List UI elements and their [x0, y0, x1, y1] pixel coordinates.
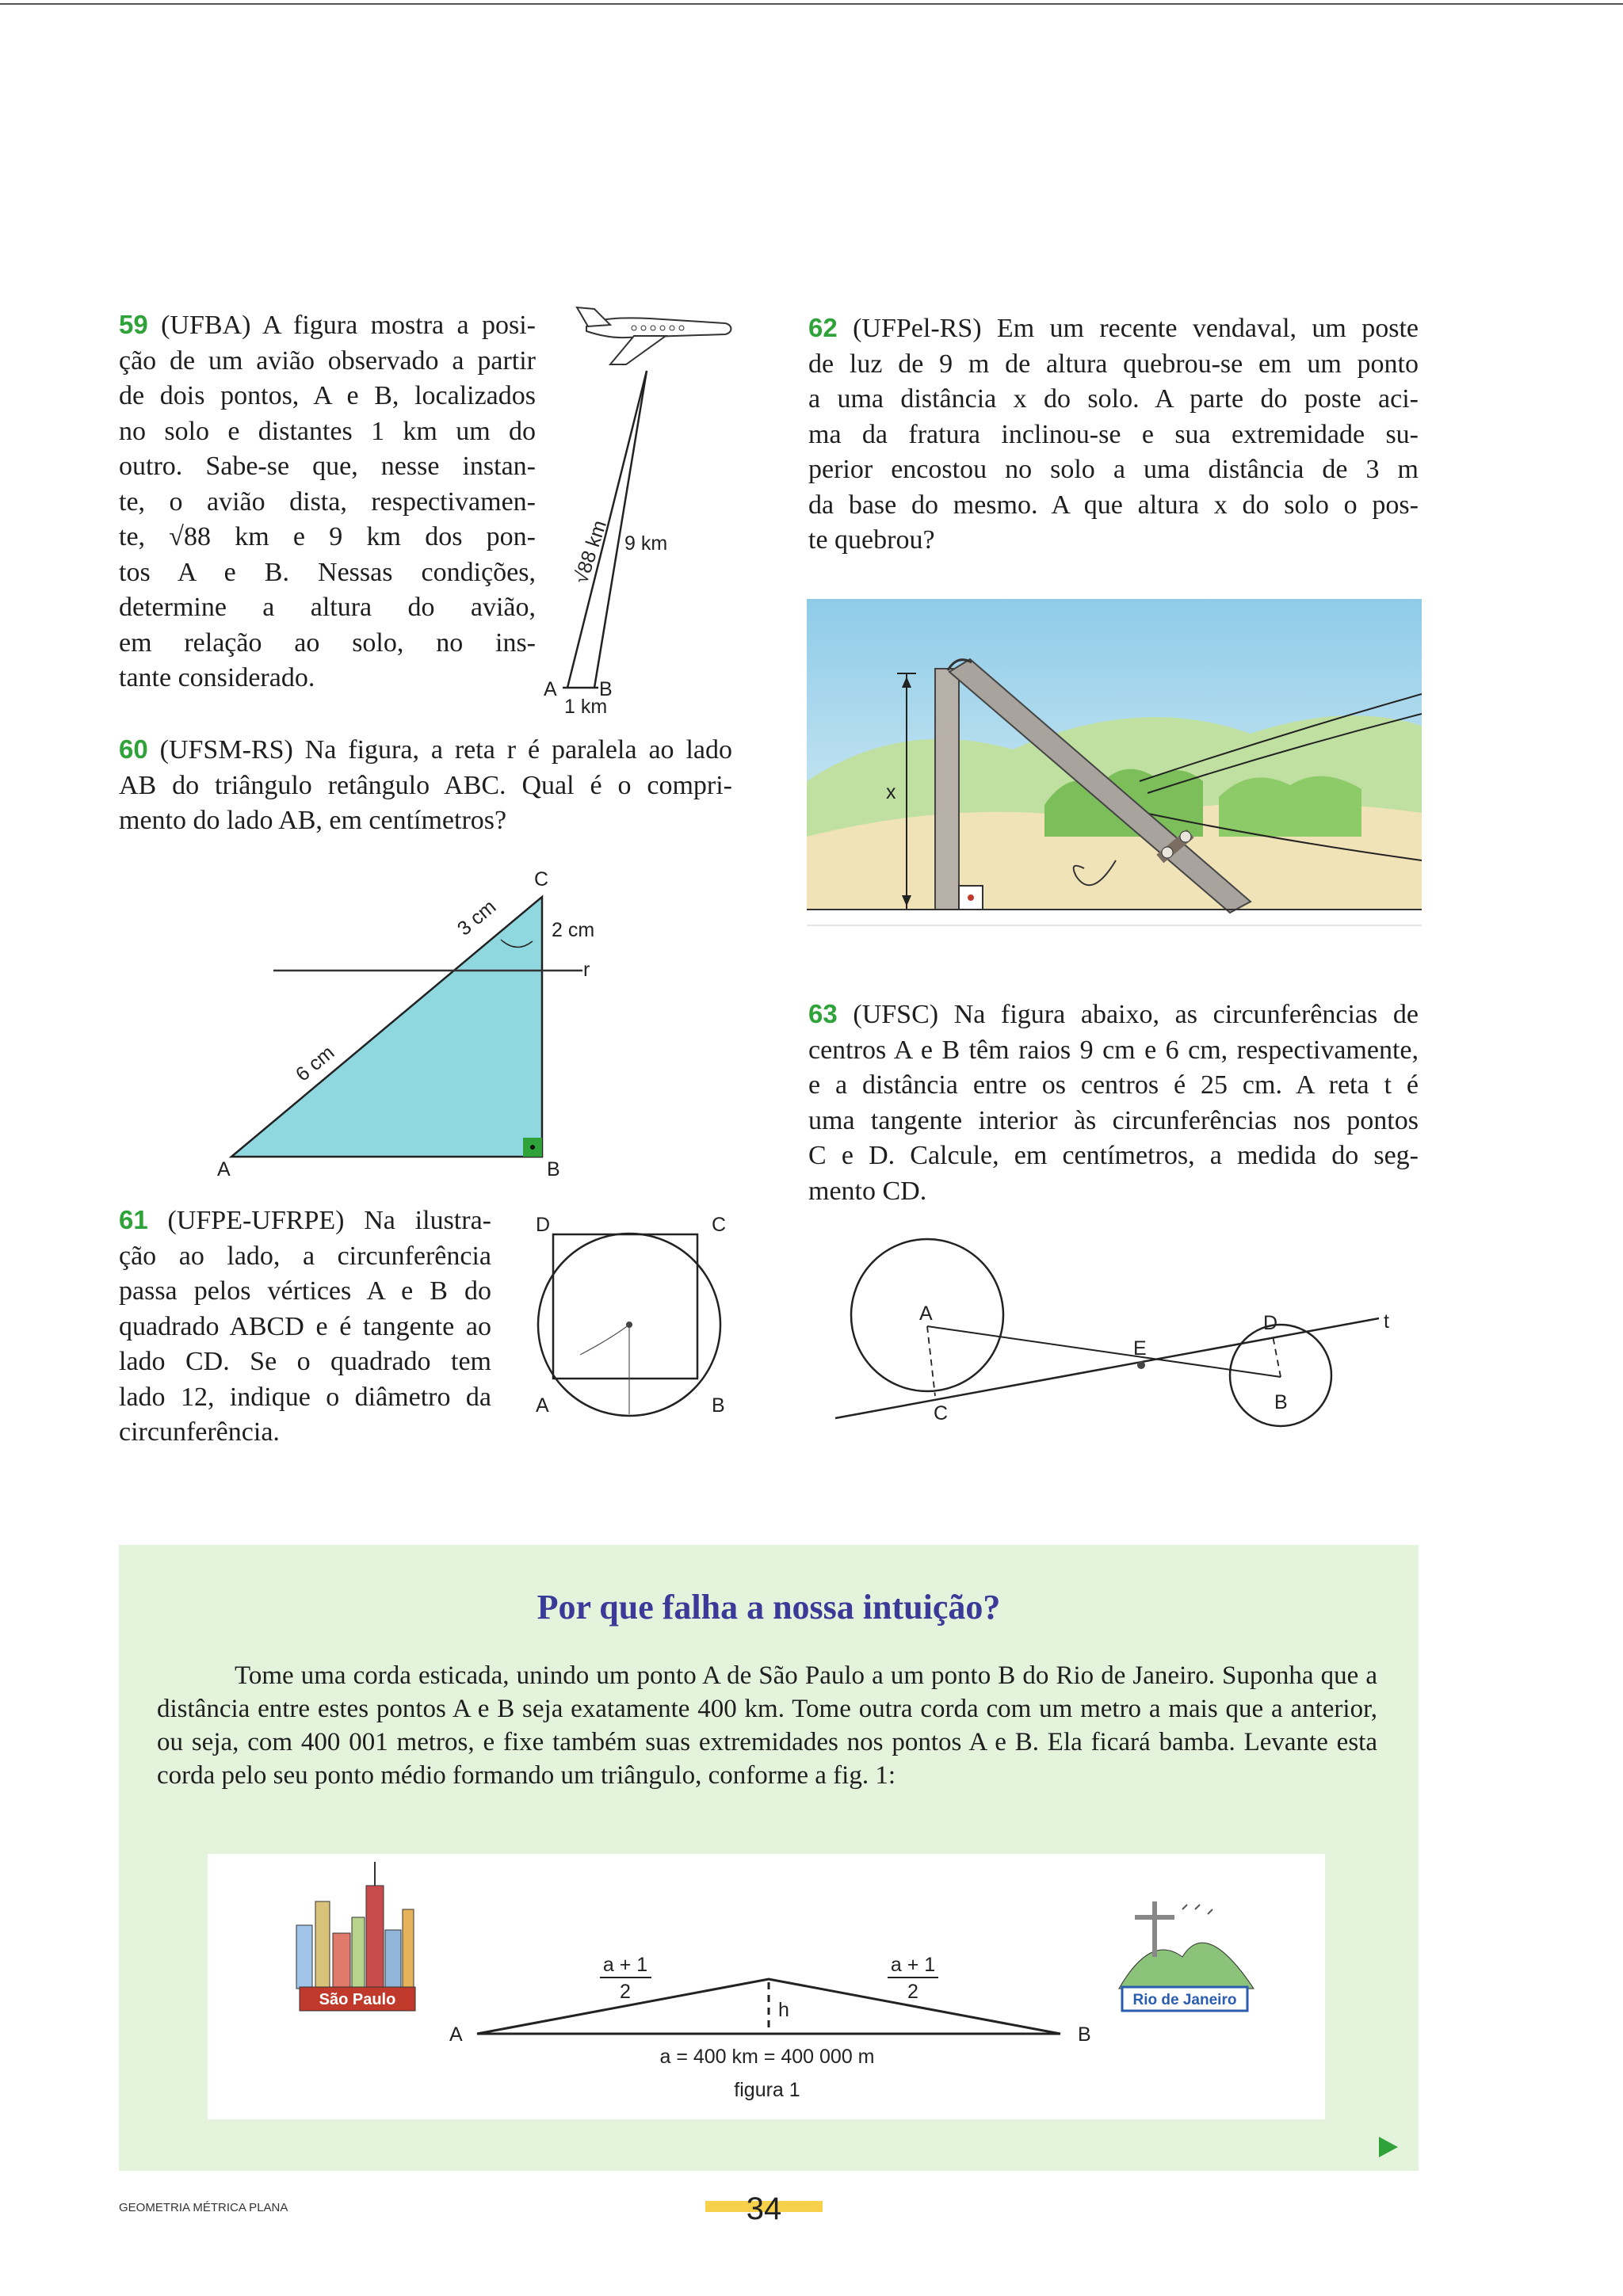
height-h-label: h	[778, 1999, 789, 2021]
problem-line: C e D. Calcule, em centímetros, a medida do seg-	[808, 1141, 1419, 1170]
problem-line: lado 12, indique o diâmetro da	[119, 1382, 491, 1412]
problem-line: ção ao lado, a circunferência	[119, 1241, 491, 1271]
problem-line: em relação ao solo, no ins-	[119, 627, 536, 658]
problem-line: a uma distância x do solo. A parte do poste aci-	[808, 384, 1419, 414]
problem-line: 61 (UFPE-UFRPE) Na ilustra-	[119, 1205, 491, 1235]
problem-number: 61	[119, 1205, 148, 1234]
vertex-d-label: D	[536, 1214, 551, 1236]
hyp-6cm-label: 6 cm	[291, 1041, 339, 1086]
problem-line: circunferência.	[119, 1417, 280, 1447]
top-rule	[0, 3, 1623, 5]
box-title: Por que falha a nossa intuição?	[537, 1588, 1001, 1627]
line-r-label: r	[583, 959, 590, 981]
problem-line: mento do lado AB, em centímetros?	[119, 806, 507, 835]
problem-line: ma da fratura inclinou-se e sua extremidade su-	[808, 419, 1419, 449]
problem-line: te quebrou?	[808, 525, 935, 555]
problem-line: no solo e distantes 1 km um do	[119, 416, 536, 446]
sao-paulo-label: São Paulo	[319, 1991, 396, 2008]
problem-line: te, √88 km e 9 km dos pon-	[119, 522, 536, 551]
point-a-label: A	[449, 2023, 463, 2046]
hyp-3cm-label: 3 cm	[453, 895, 501, 940]
figure-caption: figura 1	[734, 2079, 800, 2101]
problem-line: tos A e B. Nessas condições,	[119, 557, 536, 587]
figure-62-broken-pole-illustration	[807, 599, 1422, 941]
vertex-a-label: A	[536, 1394, 549, 1417]
problem-line: quadrado ABCD e é tangente ao	[119, 1311, 491, 1341]
right-fraction-den: 2	[907, 1981, 918, 2003]
figure-61-square-circle	[523, 1204, 745, 1442]
vertex-c-label: C	[712, 1214, 727, 1236]
problem-line: tante considerado.	[119, 663, 315, 692]
airplane-icon	[577, 307, 731, 364]
base-label: a = 400 km = 400 000 m	[659, 2046, 875, 2068]
point-e-label: E	[1133, 1337, 1147, 1360]
height-x-label: x	[886, 781, 896, 803]
problem-line: ção de um avião observado a partir	[119, 345, 536, 376]
problem-number: 62	[808, 313, 838, 342]
problem-63	[808, 997, 1419, 1209]
problem-line: 59 (UFBA) A figura mostra a posi-	[119, 310, 536, 340]
figure-63-tangent-circles	[824, 1236, 1411, 1450]
point-c-label: C	[934, 1402, 949, 1425]
next-page-arrow-icon	[1379, 2137, 1398, 2157]
problem-line: perior encostou no solo a uma distância de 3 m	[808, 455, 1419, 484]
problem-line: mento CD.	[808, 1176, 927, 1206]
problem-line: determine a altura do avião,	[119, 593, 536, 622]
left-fraction-num: a + 1	[602, 1954, 648, 1976]
book-title-footer: GEOMETRIA MÉTRICA PLANA	[119, 2201, 288, 2214]
line-t-label: t	[1384, 1310, 1389, 1333]
problem-62	[808, 311, 1419, 559]
page-number: 34	[746, 2191, 782, 2226]
rio-label: Rio de Janeiro	[1132, 1992, 1237, 2008]
problem-line: 62 (UFPel-RS) Em um recente vendaval, um poste	[808, 313, 1419, 343]
problem-line: de luz de 9 m de altura quebrou-se em um ponto	[808, 349, 1419, 379]
problem-line: de dois pontos, A e B, localizados	[119, 381, 536, 410]
center-a-label: A	[919, 1302, 933, 1325]
problem-line: lado CD. Se o quadrado tem	[119, 1347, 491, 1376]
vertical-2cm-label: 2 cm	[552, 919, 595, 941]
figure-1-rope-triangle	[208, 1854, 1325, 2119]
figure-59-airplane-triangle	[507, 301, 745, 721]
point-b-label: B	[1078, 2023, 1091, 2046]
vertex-c-label: C	[534, 868, 549, 891]
point-d-label: D	[1263, 1312, 1278, 1334]
problem-59	[119, 307, 536, 696]
problem-line: 60 (UFSM-RS) Na figura, a reta r é paralela ao lado	[119, 734, 732, 765]
side-b-label: 9 km	[624, 532, 668, 555]
point-b-label: B	[599, 678, 613, 700]
problem-line: outro. Sabe-se que, nesse instan-	[119, 452, 536, 481]
vertex-a-label: A	[217, 1158, 231, 1180]
vertex-b-label: B	[547, 1158, 560, 1180]
vertex-b-label: B	[712, 1394, 725, 1417]
problem-line: e a distância entre os centros é 25 cm. A reta t é	[808, 1070, 1419, 1100]
problem-line: te, o avião dista, respectivamen-	[119, 486, 536, 517]
base-label: 1 km	[564, 696, 608, 718]
sao-paulo-skyline-icon	[296, 1862, 415, 2011]
box-paragraph: Tome uma corda esticada, unindo um ponto A de São Paulo a um ponto B do Rio de Janeiro. Suponha que a distância entre estes pontos A e B seja exatamente 400 km. Tome outra corda com um metro a mais que a anterior, ou seja, com 400 001 metros, e fixe também suas extremidades nos pontos A e B. Ela ficará bamba. Levante esta corda pelo seu ponto médio formando um triângulo, conforme a fig. 1:	[157, 1661, 1377, 1790]
problem-line: passa pelos vértices A e B do	[119, 1276, 491, 1306]
figure-60-right-triangle	[206, 848, 618, 1180]
right-fraction-num: a + 1	[890, 1954, 936, 1976]
problem-number: 63	[808, 999, 838, 1028]
problem-line: 63 (UFSC) Na figura abaixo, as circunferências de	[808, 999, 1419, 1029]
problem-60	[119, 732, 732, 839]
point-a-label: A	[544, 678, 557, 700]
side-a-label: √88 km	[570, 517, 611, 586]
problem-number: 59	[119, 310, 148, 339]
problem-line: uma tangente interior às circunferências nos pontos	[808, 1105, 1419, 1135]
problem-61	[119, 1203, 491, 1451]
left-fraction-den: 2	[620, 1981, 631, 2003]
center-b-label: B	[1274, 1391, 1288, 1413]
problem-line: centros A e B têm raios 9 cm e 6 cm, respectivamente,	[808, 1035, 1419, 1065]
problem-line: AB do triângulo retângulo ABC. Qual é o compri-	[119, 770, 732, 800]
problem-number: 60	[119, 734, 148, 764]
problem-line: da base do mesmo. A que altura x do solo o pos-	[808, 490, 1419, 520]
